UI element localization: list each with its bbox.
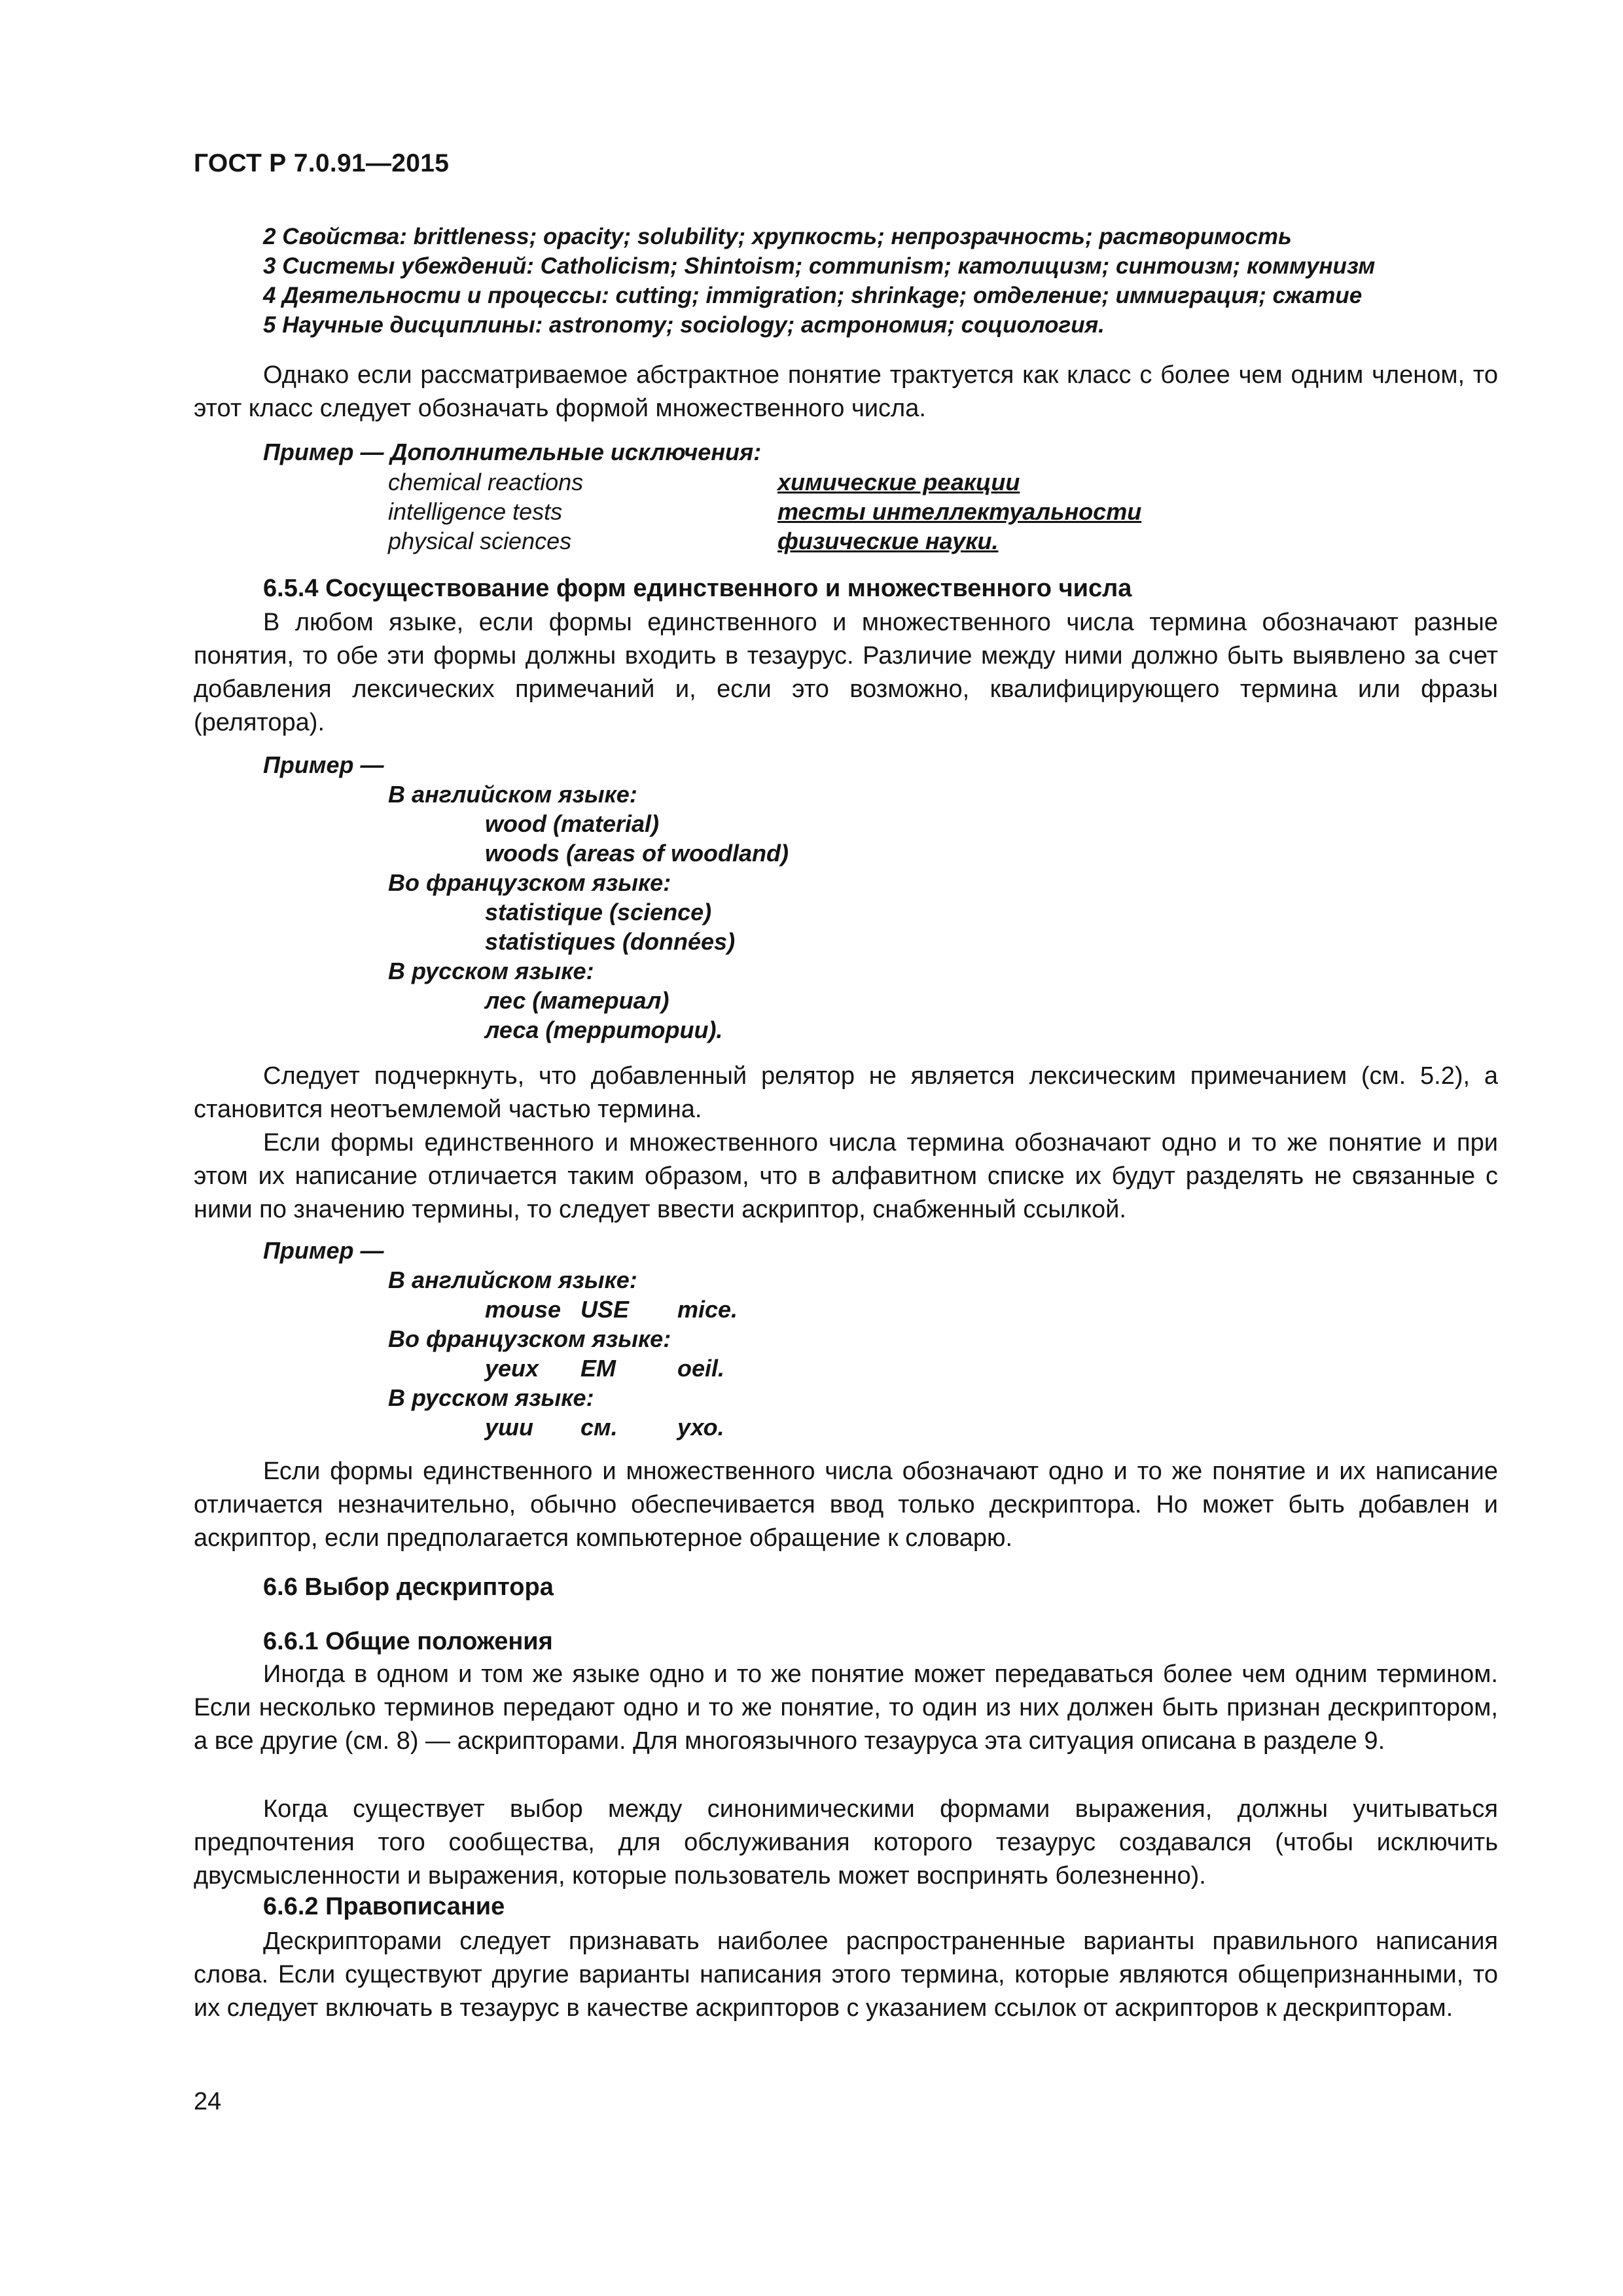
section-heading: 6.6.2 Правописание [263, 1893, 505, 1920]
example-term: statistiques (données) [485, 928, 736, 955]
example-list-item: 2 Свойства: brittleness; opacity; solubility; хрупкость; непрозрачность; растворимость [263, 224, 1292, 249]
example-term: wood (material) [485, 810, 660, 837]
example-language: В английском языке: [388, 1266, 637, 1293]
example-term-ru: химические реакции [777, 469, 1020, 495]
example-reference: USE [580, 1296, 630, 1323]
example-language: Во французском языке: [388, 1325, 671, 1352]
example-language: Во французском языке: [388, 869, 671, 896]
section-heading: 6.5.4 Сосуществование форм единственного и множественного числа [263, 575, 1132, 602]
example-term: statistique (science) [485, 899, 712, 925]
paragraph-plural: Однако если рассматриваемое абстрактное понятие трактуется как класс с более чем одним членом, то этот класс следует обозначать формой множественного числа. [194, 361, 1498, 422]
example-term: mice. [677, 1296, 738, 1323]
example-list-item: 5 Научные дисциплины: astronomy; sociology; астрономия; социология. [263, 312, 1105, 338]
paragraph-661-1: Иногда в одном и том же языке одно и то же понятие может передаваться более чем одним термином. Если несколько терминов передают одно и то же понятие, то один из них должен быть признан дескриптором, а все другие (см. 8) — аскрипторами. Для многоязычного тезауруса эта ситуация описана в разделе 9. [194, 1660, 1498, 1755]
example-term: mouse [485, 1296, 562, 1323]
example-term-ru: физические науки. [777, 528, 999, 554]
example-label: Пример — [263, 1237, 384, 1264]
example-reference: EM [580, 1355, 616, 1382]
example-reference: см. [580, 1414, 618, 1441]
example-term-en: physical sciences [388, 528, 572, 554]
section-heading: 6.6.1 Общие положения [263, 1628, 553, 1655]
example-term: yeux [485, 1355, 539, 1382]
example-term: уши [485, 1414, 534, 1441]
paragraph-654: В любом языке, если формы единственного и множественного числа термина обозначают разные понятия, то обе эти формы должны входить в тезаурус. Различие между ними должно быть выявлено за счет добавления лексических примечаний и, если это возможно, квалифицирующего термина или фразы (релятора). [194, 609, 1498, 736]
paragraph-relator: Следует подчеркнуть, что добавленный релятор не является лексическим примечанием (см. 5.2), а становится неотъемлемой частью термина. [194, 1062, 1498, 1123]
example-term-en: intelligence tests [388, 498, 563, 525]
paragraph-forms: Если формы единственного и множественного числа термина обозначают одно и то же понятие и при этом их написание отличается таким образом, что в алфавитном списке их будут разделять не связанные с ними по значению термины, то следует ввести аскриптор, снабженный ссылкой. [194, 1129, 1498, 1223]
example-language: В русском языке: [388, 958, 594, 984]
paragraph-662: Дескрипторами следует признавать наиболее распространенные варианты правильного написания слова. Если существуют другие варианты написания этого термина, которые являются общепризнанными, то их следует включать в тезаурус в качестве аскрипторов с указанием ссылок от аскрипторов к дескрипторам. [194, 1928, 1498, 2022]
example-term: ухо. [677, 1414, 724, 1441]
document-header: ГОСТ Р 7.0.91—2015 [194, 149, 450, 177]
example-term: oeil. [677, 1355, 725, 1382]
paragraph-minor-difference: Если формы единственного и множественного числа обозначают одно и то же понятие и их написание отличается незначительно, обычно обеспечивается ввод только дескриптора. Но может быть добавлен и аскриптор, если предполагается компьютерное обращение к словарю. [194, 1458, 1498, 1552]
example-term-ru: тесты интеллектуальности [777, 498, 1142, 525]
example-list-item: 3 Системы убеждений: Catholicism; Shintoism; communism; католицизм; синтоизм; коммунизм [263, 253, 1376, 279]
paragraph-661-2: Когда существует выбор между синонимическими формами выражения, должны учитываться предпочтения того сообщества, для обслуживания которого тезаурус создавался (чтобы исключить двусмысленности и выражения, которые пользователь может воспринять болезненно). [194, 1795, 1498, 1890]
example-language: В русском языке: [388, 1384, 594, 1411]
page-number: 24 [194, 2088, 222, 2115]
example-term-en: chemical reactions [388, 469, 584, 495]
example-term: woods (areas of woodland) [485, 840, 789, 867]
example-list-item: 4 Деятельности и процессы: cutting; immigration; shrinkage; отделение; иммиграция; сжатие [263, 283, 1363, 308]
example-term: лес (материал) [485, 987, 669, 1014]
example-language: В английском языке: [388, 781, 637, 808]
example-term: леса (территории). [485, 1016, 723, 1043]
section-heading: 6.6 Выбор дескриптора [263, 1573, 554, 1601]
example-label: Пример — Дополнительные исключения: [263, 439, 762, 465]
example-label: Пример — [263, 751, 384, 778]
